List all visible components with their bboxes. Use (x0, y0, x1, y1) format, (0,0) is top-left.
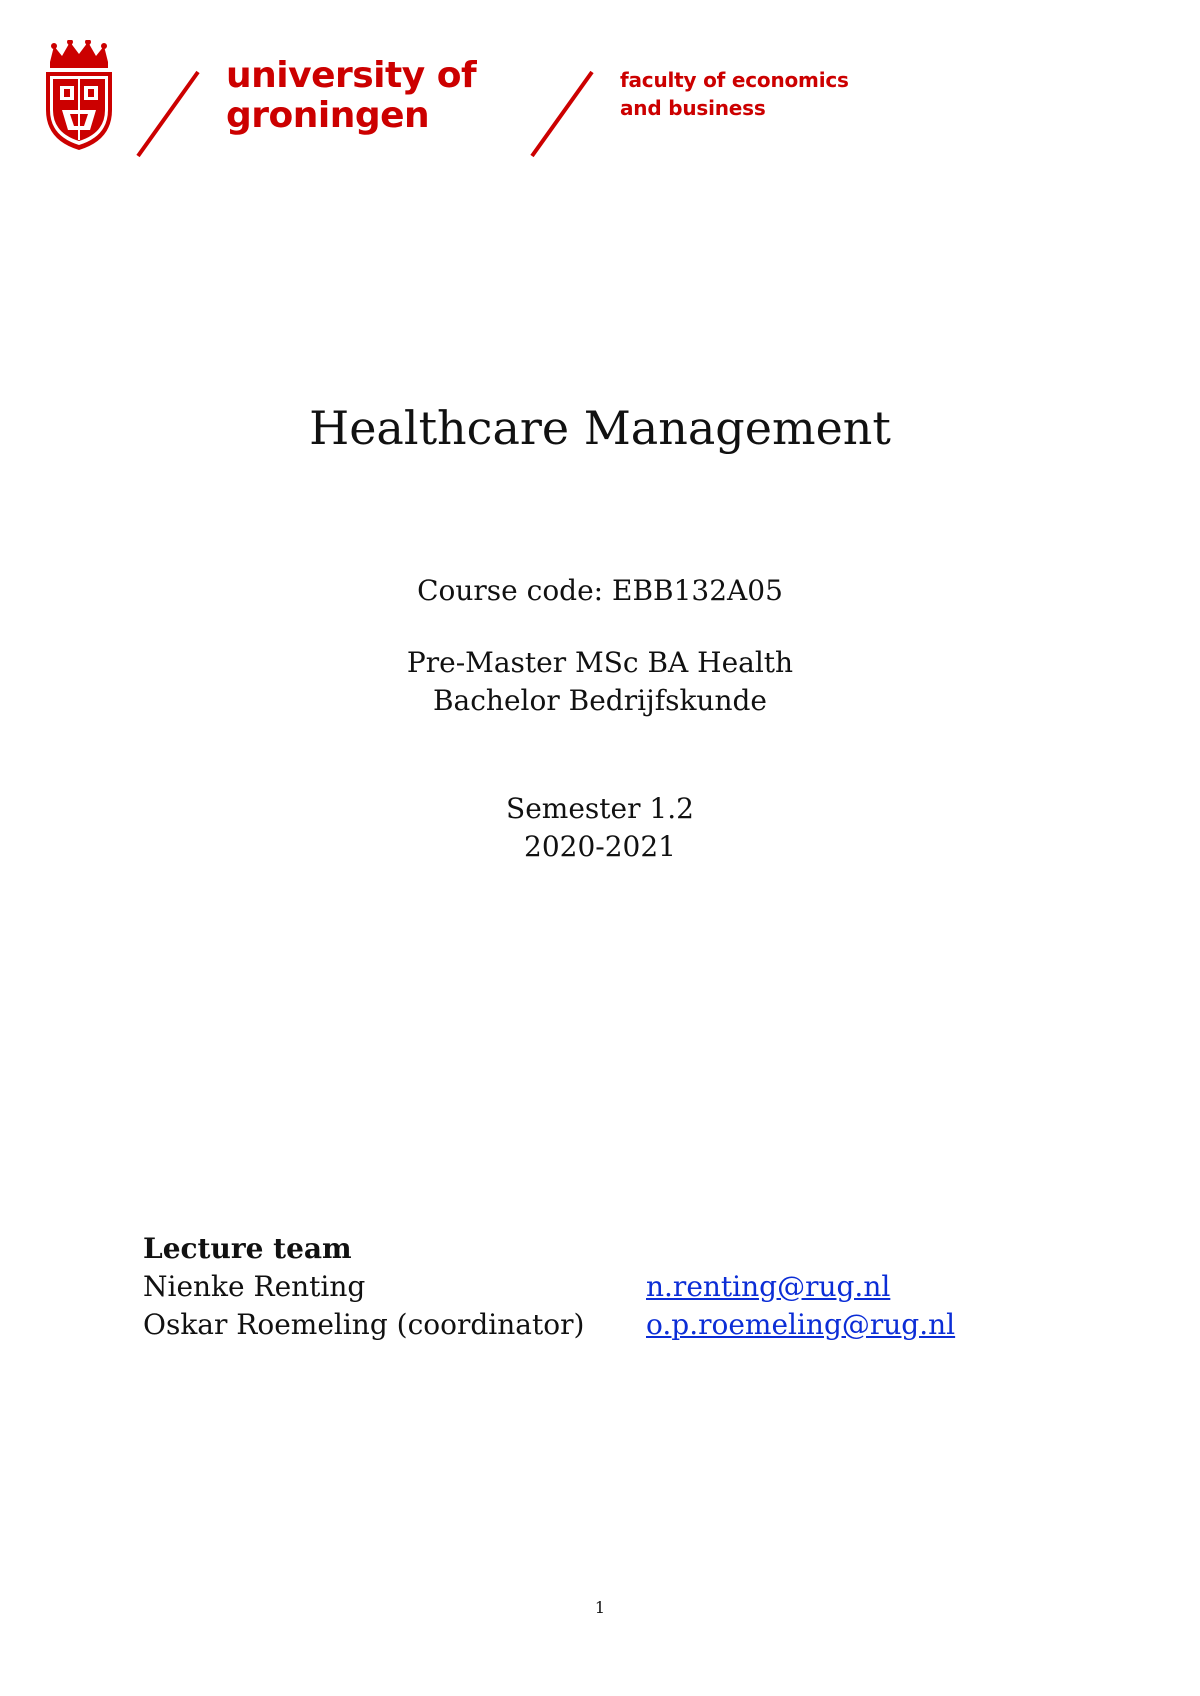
team-member-email-link[interactable]: o.p.roemeling@rug.nl (646, 1308, 956, 1341)
university-name (226, 56, 476, 136)
divider-slash-icon (132, 70, 204, 158)
page-number: 1 (594, 1598, 606, 1617)
programme-item: Bachelor Bedrijfskunde (432, 684, 767, 717)
university-crest-icon (40, 40, 118, 152)
team-member-row (143, 1268, 891, 1306)
team-member-row (143, 1306, 956, 1344)
programme-item: Pre-Master MSc BA Health (406, 646, 794, 679)
course-code: Course code: EBB132A05 (417, 574, 783, 607)
faculty-name-line1: faculty of economics (620, 68, 849, 92)
semester-label: Semester 1.2 (506, 792, 694, 825)
lecture-team-section (143, 1230, 956, 1344)
semester-info (0, 790, 1200, 866)
document-title: Healthcare Management (309, 401, 891, 455)
page-header (0, 0, 1200, 170)
team-member-name: Nienke Renting (143, 1270, 366, 1303)
team-member-email-link[interactable]: n.renting@rug.nl (646, 1270, 891, 1303)
academic-year: 2020-2021 (524, 830, 676, 863)
programme-list (0, 644, 1200, 720)
faculty-name-line2: and business (620, 96, 766, 120)
lecture-team-heading: Lecture team (143, 1232, 352, 1265)
university-name-line1: university of (226, 55, 477, 96)
team-member-name: Oskar Roemeling (coordinator) (143, 1308, 585, 1341)
divider-slash-icon (526, 70, 598, 158)
faculty-name (620, 66, 849, 122)
university-name-line2: groningen (226, 95, 430, 136)
